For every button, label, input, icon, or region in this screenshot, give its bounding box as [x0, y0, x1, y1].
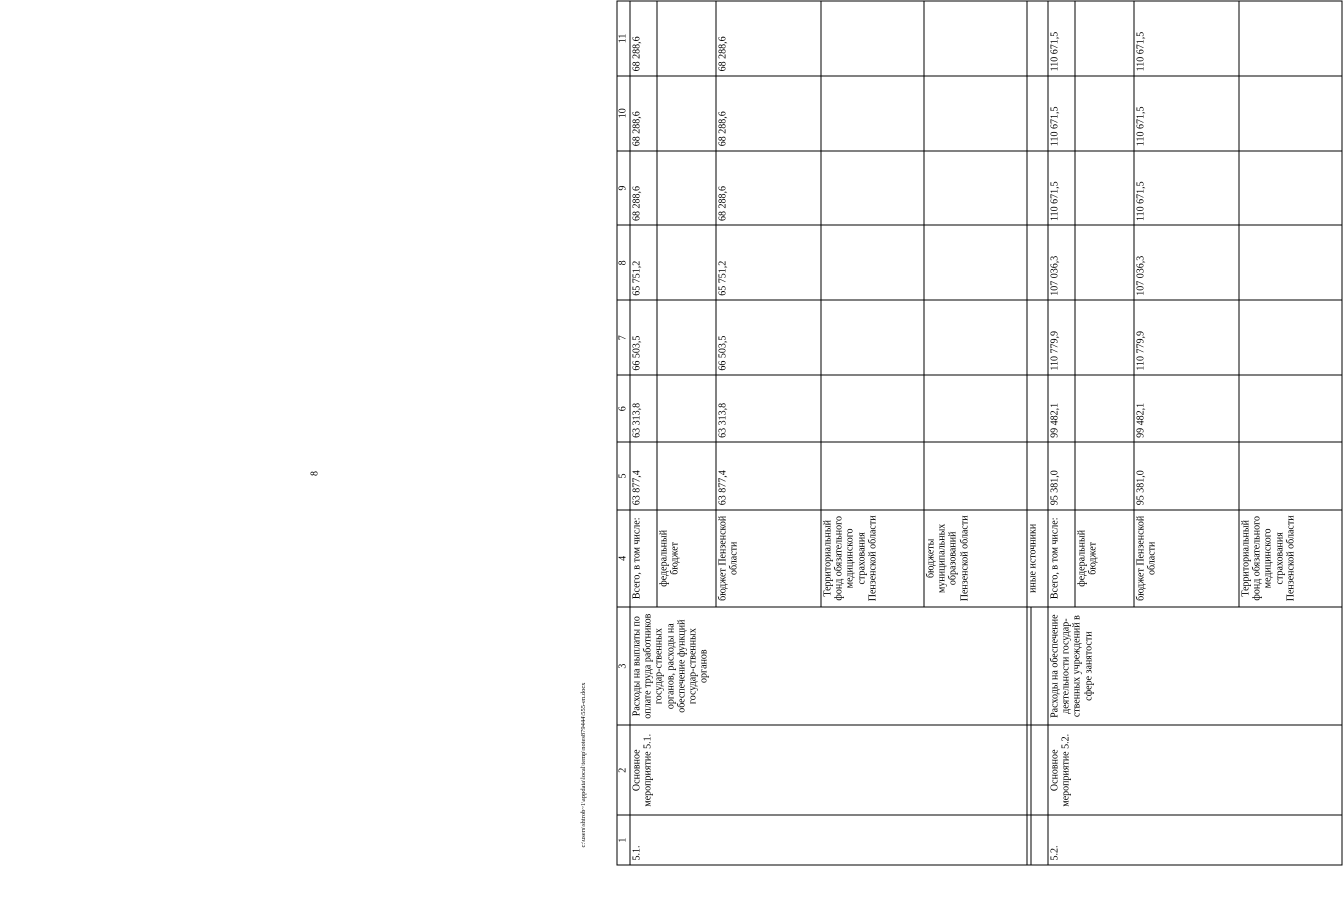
value-cell — [821, 375, 924, 442]
value-cell: 107 036,3 — [1048, 225, 1075, 300]
value-cell — [1075, 225, 1134, 300]
header-row — [617, 1, 630, 865]
value-cell — [1027, 442, 1048, 509]
value-cell — [924, 1, 1027, 76]
value-cell: 66 503,5 — [630, 300, 657, 375]
funding-source: Территориальный фонд обязательного медицинского страхования Пензенской области — [821, 510, 924, 607]
value-cell — [1075, 151, 1134, 226]
empty-cell — [1031, 725, 1048, 815]
header-cell: 7 — [617, 300, 630, 375]
value-cell: 68 288,6 — [630, 1, 657, 76]
value-cell — [1075, 442, 1134, 509]
value-cell — [657, 151, 716, 226]
value-cell: 65 751,2 — [716, 225, 821, 300]
activity-name: Основное мероприятие 5.1. — [630, 725, 1027, 815]
value-cell: 68 288,6 — [716, 151, 821, 226]
value-cell: 68 288,6 — [716, 76, 821, 151]
value-cell — [657, 375, 716, 442]
value-cell: 110 779,9 — [1048, 300, 1075, 375]
header-cell: 5 — [617, 442, 630, 509]
value-cell — [924, 300, 1027, 375]
value-cell — [1239, 76, 1342, 151]
funding-source: иные источники — [1027, 510, 1048, 607]
value-cell: 63 313,8 — [716, 375, 821, 442]
funding-source: бюджет Пензенской области — [1134, 510, 1239, 607]
value-cell: 63 877,4 — [630, 442, 657, 509]
activity-number: 5.2. — [1048, 815, 1342, 865]
header-cell: 10 — [617, 76, 630, 151]
value-cell — [1027, 300, 1048, 375]
header-cell: 4 — [617, 510, 630, 607]
program-costs-table — [617, 1, 1343, 866]
value-cell: 110 671,5 — [1048, 76, 1075, 151]
value-cell — [924, 442, 1027, 509]
value-cell — [657, 225, 716, 300]
value-cell: 110 779,9 — [1134, 300, 1239, 375]
funding-source: федеральный бюджет — [657, 510, 716, 607]
funding-source: федеральный бюджет — [1075, 510, 1134, 607]
value-cell — [821, 76, 924, 151]
value-cell — [657, 76, 716, 151]
value-cell: 95 381,0 — [1048, 442, 1075, 509]
value-cell — [1027, 1, 1048, 76]
value-cell — [657, 1, 716, 76]
value-cell — [821, 442, 924, 509]
header-cell: 6 — [617, 375, 630, 442]
value-cell: 99 482,1 — [1048, 375, 1075, 442]
activity-description: Расходы на обеспечение деятельности госудаp-ственных учреждений в сфере занятости — [1048, 607, 1342, 725]
value-cell: 110 671,5 — [1048, 151, 1075, 226]
table-row — [1048, 1, 1075, 865]
value-cell — [821, 225, 924, 300]
empty-cell — [1031, 815, 1048, 865]
value-cell: 68 288,6 — [716, 1, 821, 76]
value-cell — [657, 442, 716, 509]
header-cell: 3 — [617, 607, 630, 725]
value-cell — [1239, 151, 1342, 226]
funding-source: Всего, в том числе: — [1048, 510, 1075, 607]
value-cell: 110 671,5 — [1134, 151, 1239, 226]
value-cell: 107 036,3 — [1134, 225, 1239, 300]
table-row — [630, 1, 657, 865]
footer-file-path: c:\users\shtrob~1\appdata\local\temp\notes879444\555-en.docx — [580, 682, 587, 848]
value-cell: 63 313,8 — [630, 375, 657, 442]
header-cell: 1 — [617, 815, 630, 865]
value-cell — [657, 300, 716, 375]
value-cell — [1239, 300, 1342, 375]
value-cell — [1075, 1, 1134, 76]
value-cell: 66 503,5 — [716, 300, 821, 375]
value-cell: 110 671,5 — [1134, 76, 1239, 151]
value-cell — [1075, 375, 1134, 442]
value-cell — [1239, 442, 1342, 509]
header-cell: 8 — [617, 225, 630, 300]
value-cell: 110 671,5 — [1134, 1, 1239, 76]
header-cell: 9 — [617, 151, 630, 226]
page-number: 8 — [309, 471, 321, 476]
value-cell: 110 671,5 — [1048, 1, 1075, 76]
value-cell — [924, 151, 1027, 226]
value-cell: 63 877,4 — [716, 442, 821, 509]
value-cell — [1027, 151, 1048, 226]
value-cell: 95 381,0 — [1134, 442, 1239, 509]
value-cell — [1239, 225, 1342, 300]
empty-cell — [1031, 607, 1048, 725]
value-cell: 65 751,2 — [630, 225, 657, 300]
funding-source: Территориальный фонд обязательного медицинского страхования Пензенской области — [1239, 510, 1342, 607]
value-cell — [821, 1, 924, 76]
value-cell — [924, 375, 1027, 442]
value-cell — [1075, 76, 1134, 151]
funding-source: бюджеты муниципальных образований Пензенской области — [924, 510, 1027, 607]
header-cell: 11 — [617, 1, 630, 76]
activity-description: Расходы на выплаты по оплате труда работников госудаp-ственных органов, расходы на обеспечение функций госудаp-ственных органов — [630, 607, 1027, 725]
value-cell — [1027, 375, 1048, 442]
value-cell: 68 288,6 — [630, 76, 657, 151]
value-cell — [1239, 375, 1342, 442]
value-cell: 68 288,6 — [630, 151, 657, 226]
value-cell — [1239, 1, 1342, 76]
value-cell — [1027, 225, 1048, 300]
activity-name: Основное мероприятие 5.2. — [1048, 725, 1342, 815]
funding-source: бюджет Пензенской области — [716, 510, 821, 607]
value-cell — [924, 76, 1027, 151]
header-cell: 2 — [617, 725, 630, 815]
value-cell — [821, 300, 924, 375]
value-cell — [1027, 76, 1048, 151]
value-cell — [1075, 300, 1134, 375]
activity-number: 5.1. — [630, 815, 1027, 865]
value-cell — [821, 151, 924, 226]
funding-source: Всего, в том числе: — [630, 510, 657, 607]
value-cell — [924, 225, 1027, 300]
document-table-wrapper — [617, 1, 1297, 866]
value-cell: 99 482,1 — [1134, 375, 1239, 442]
